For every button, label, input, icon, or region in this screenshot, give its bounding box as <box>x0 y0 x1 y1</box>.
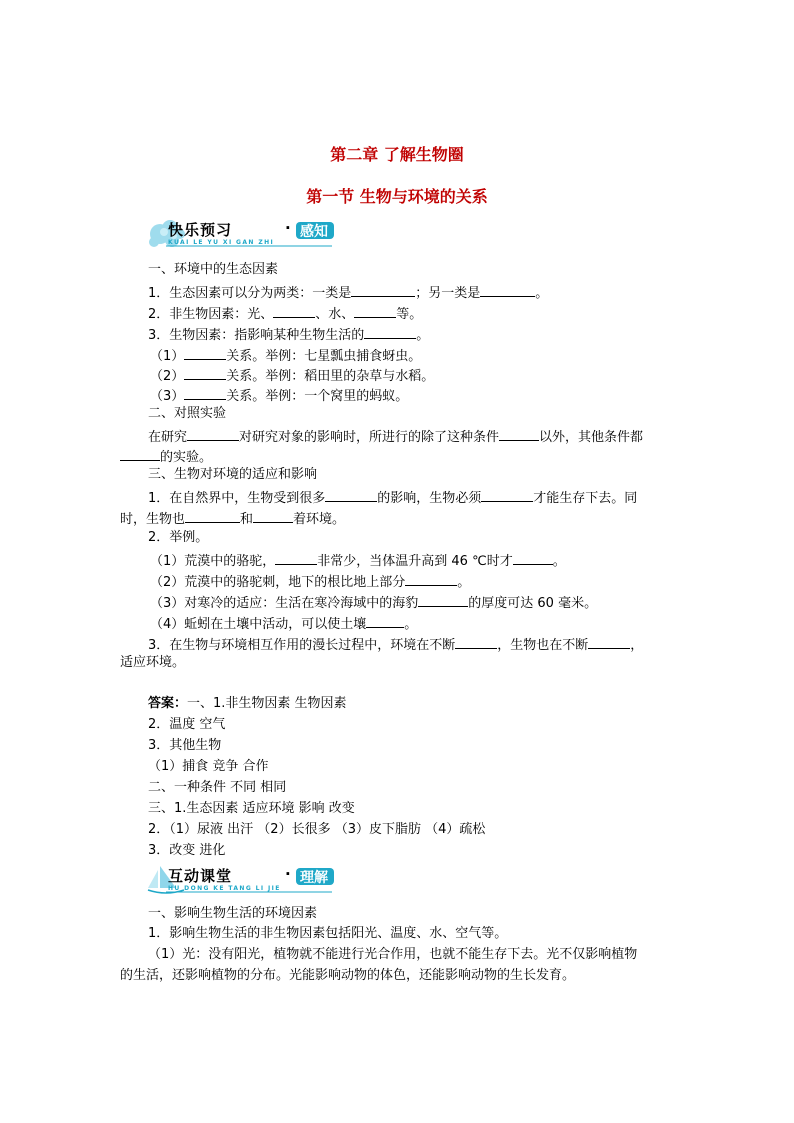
answers-line-6: 三、1.生态因素 适应环境 影响 改变 <box>148 801 355 816</box>
answers-label: 答案： <box>148 696 188 711</box>
preview-heading-1: 一、环境中的生态因素 <box>148 262 279 277</box>
blank[interactable] <box>513 551 553 565</box>
section-title: 第一节 生物与环境的关系 <box>306 187 488 206</box>
blank[interactable] <box>184 366 226 380</box>
preview-example-3: （3）对寒冷的适应：生活在寒冷海域中的海豹 的厚度可达 60 毫米。 <box>150 593 597 612</box>
blank[interactable] <box>418 593 468 607</box>
blank[interactable] <box>184 346 226 360</box>
answers-line-5: 二、一种条件 不同 相同 <box>148 780 287 795</box>
preview-adapt-line-2: 时，生物也 和 着环境。 <box>120 509 345 528</box>
preview-examples-heading: 2．举例。 <box>148 530 209 545</box>
preview-line-2: 2．非生物因素：光、 、水、 等。 <box>148 304 422 323</box>
preview-relation-3: （3） 关系。举例：一个窝里的蚂蚁。 <box>150 386 408 405</box>
chapter-title: 第二章 了解生物圈 <box>330 145 464 164</box>
answers-line-7: 2．（1）尿液 出汗 （2）长很多 （3）皮下脂肪 （4）疏松 <box>148 822 486 837</box>
blank[interactable] <box>325 488 377 502</box>
blank[interactable] <box>480 283 535 297</box>
blank[interactable] <box>275 551 317 565</box>
classroom-heading-1: 一、影响生物生活的环境因素 <box>148 906 318 921</box>
banner-preview-title: 快乐预习 <box>168 221 233 239</box>
classroom-line-1: 1．影响生物生活的非生物因素包括阳光、温度、水、空气等。 <box>148 926 508 941</box>
blank[interactable] <box>588 635 630 649</box>
blank[interactable] <box>187 427 239 441</box>
blank[interactable] <box>273 304 315 318</box>
answers-line-3: 3．其他生物 <box>148 738 222 753</box>
preview-example-1: （1）荒漠中的骆驼， 非常少，当体温升高到 46 ℃时才 。 <box>150 551 566 570</box>
classroom-line-3: 的生活，还影响植物的分布。光能影响动物的体色，还能影响动物的生长发育。 <box>120 968 576 983</box>
blank[interactable] <box>185 509 240 523</box>
banner-preview-pinyin: KUAI LE YU XI GAN ZHI <box>168 239 275 246</box>
preview-adapt-line-1: 1．在自然界中，生物受到很多 的影响，生物必须 才能生存下去。同 <box>148 488 637 507</box>
preview-final-line-2: 适应环境。 <box>120 655 186 670</box>
blank[interactable] <box>354 304 396 318</box>
blank[interactable] <box>364 325 416 339</box>
preview-line-3: 3．生物因素：指影响某种生物生活的 。 <box>148 325 429 344</box>
blank[interactable] <box>253 509 293 523</box>
preview-final-line-1: 3．在生物与环境相互作用的漫长过程中，环境在不断 ，生物也在不断 ， <box>148 635 643 654</box>
banner-classroom <box>146 862 336 898</box>
banner-preview-dot: · <box>285 219 291 237</box>
blank[interactable] <box>184 386 226 400</box>
classroom-line-2: （1）光：没有阳光，植物就不能进行光合作用，也就不能生存下去。光不仅影响植物 <box>148 947 638 962</box>
banner-classroom-tag: 理解 <box>300 870 328 886</box>
blank[interactable] <box>499 427 539 441</box>
preview-heading-3: 三、生物对环境的适应和影响 <box>148 467 318 482</box>
blank[interactable] <box>481 488 533 502</box>
banner-classroom-dot: · <box>285 865 291 883</box>
blank[interactable] <box>455 635 497 649</box>
blank[interactable] <box>120 447 160 461</box>
answers-line-1: 答案：一、1.非生物因素 生物因素 <box>148 696 347 711</box>
banner-preview <box>146 216 336 252</box>
banner-classroom-pinyin: HU DONG KE TANG LI JIE <box>168 885 281 892</box>
blank[interactable] <box>351 283 415 297</box>
answers-line-4: （1）捕食 竞争 合作 <box>148 759 269 774</box>
preview-relation-1: （1） 关系。举例：七星瓢虫捕食蚜虫。 <box>150 346 421 365</box>
preview-line-1: 1．生态因素可以分为两类：一类是 ；另一类是 。 <box>148 283 548 302</box>
preview-control-line-1: 在研究 对研究对象的影响时，所进行的除了这种条件 以外，其他条件都 <box>148 427 643 446</box>
banner-classroom-title: 互动课堂 <box>168 867 233 885</box>
preview-control-line-2: 的实验。 <box>120 447 212 466</box>
answers-line-2: 2．温度 空气 <box>148 717 226 732</box>
preview-example-4: （4）蚯蚓在土壤中活动，可以使土壤 。 <box>150 614 417 633</box>
answers-line-8: 3．改变 进化 <box>148 843 226 858</box>
blank[interactable] <box>405 572 457 586</box>
preview-heading-2: 二、对照实验 <box>148 406 227 421</box>
preview-example-2: （2）荒漠中的骆驼刺，地下的根比地上部分 。 <box>150 572 470 591</box>
banner-preview-tag: 感知 <box>300 224 328 240</box>
blank[interactable] <box>366 614 404 628</box>
preview-relation-2: （2） 关系。举例：稻田里的杂草与水稻。 <box>150 366 434 385</box>
